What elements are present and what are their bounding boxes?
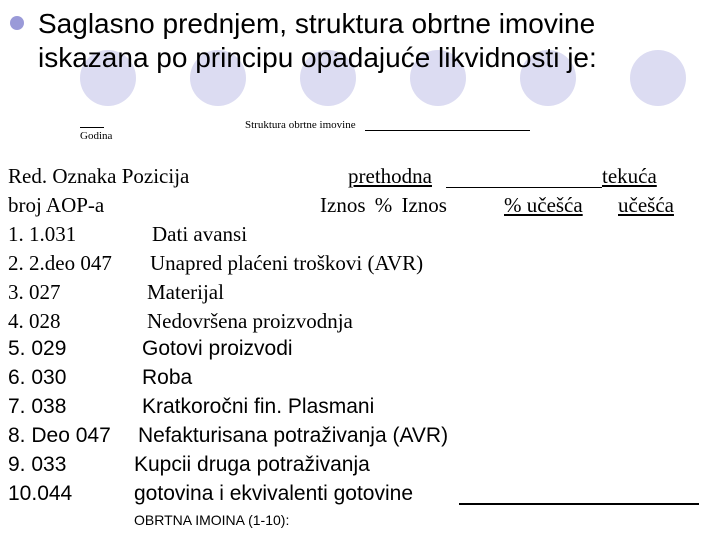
- row-number: 8. Deo 047: [8, 424, 111, 447]
- slide-title-line-1: Saglasno prednjem, struktura obrtne imovine: [38, 8, 596, 39]
- header-underline: [446, 187, 602, 188]
- row-number: 2. 2.deo 047: [8, 251, 112, 275]
- row-position: Kupcii druga potraživanja: [134, 453, 370, 476]
- row-position: Materijal: [147, 280, 224, 304]
- header-tekuca: tekuća: [602, 164, 657, 188]
- struktura-line: [365, 130, 530, 131]
- row-position: gotovina i ekvivalenti gotovine: [134, 482, 414, 505]
- header-iznos-pct-iznos: Iznos % Iznos: [320, 193, 447, 217]
- row-number: 9. 033: [8, 453, 67, 476]
- row-number: 1. 1.031: [8, 222, 77, 246]
- header-broj-aop: broj AOP-a: [8, 193, 105, 217]
- row-number: 4. 028: [8, 309, 61, 333]
- row-position: Nedovršena proizvodnja: [147, 309, 353, 333]
- row-position: Unapred plaćeni troškovi (AVR): [150, 251, 424, 275]
- row-position: Gotovi proizvodi: [142, 337, 293, 360]
- row-position: Kratkoročni fin. Plasmani: [142, 395, 375, 418]
- struktura-label: Struktura obrtne imovine: [245, 119, 356, 131]
- decorative-circle: [630, 50, 686, 106]
- row-number: 7. 038: [8, 395, 67, 418]
- slide-title-line-2: iskazana po principu opadajuće likvidnosti je:: [38, 42, 597, 73]
- header-ucesca: učešća: [618, 193, 674, 217]
- godina-line: [80, 127, 104, 128]
- header-prethodna: prethodna: [348, 164, 432, 188]
- row-number: 6. 030: [8, 366, 67, 389]
- total-separator-line: [459, 503, 699, 505]
- row-position: Dati avansi: [152, 222, 248, 246]
- row-number: 3. 027: [8, 280, 61, 304]
- row-position: Roba: [142, 366, 193, 389]
- godina-label: Godina: [80, 130, 113, 142]
- header-pct-ucesca: % učešća: [504, 193, 583, 217]
- header-red-oznaka-pozicija: Red. Oznaka Pozicija: [8, 164, 190, 188]
- row-number: 10.044: [8, 482, 73, 505]
- bullet-icon: [10, 16, 24, 30]
- total-label: OBRTNA IMOINA (1-10):: [134, 512, 290, 528]
- row-position: Nefakturisana potraživanja (AVR): [138, 424, 449, 447]
- row-number: 5. 029: [8, 337, 67, 360]
